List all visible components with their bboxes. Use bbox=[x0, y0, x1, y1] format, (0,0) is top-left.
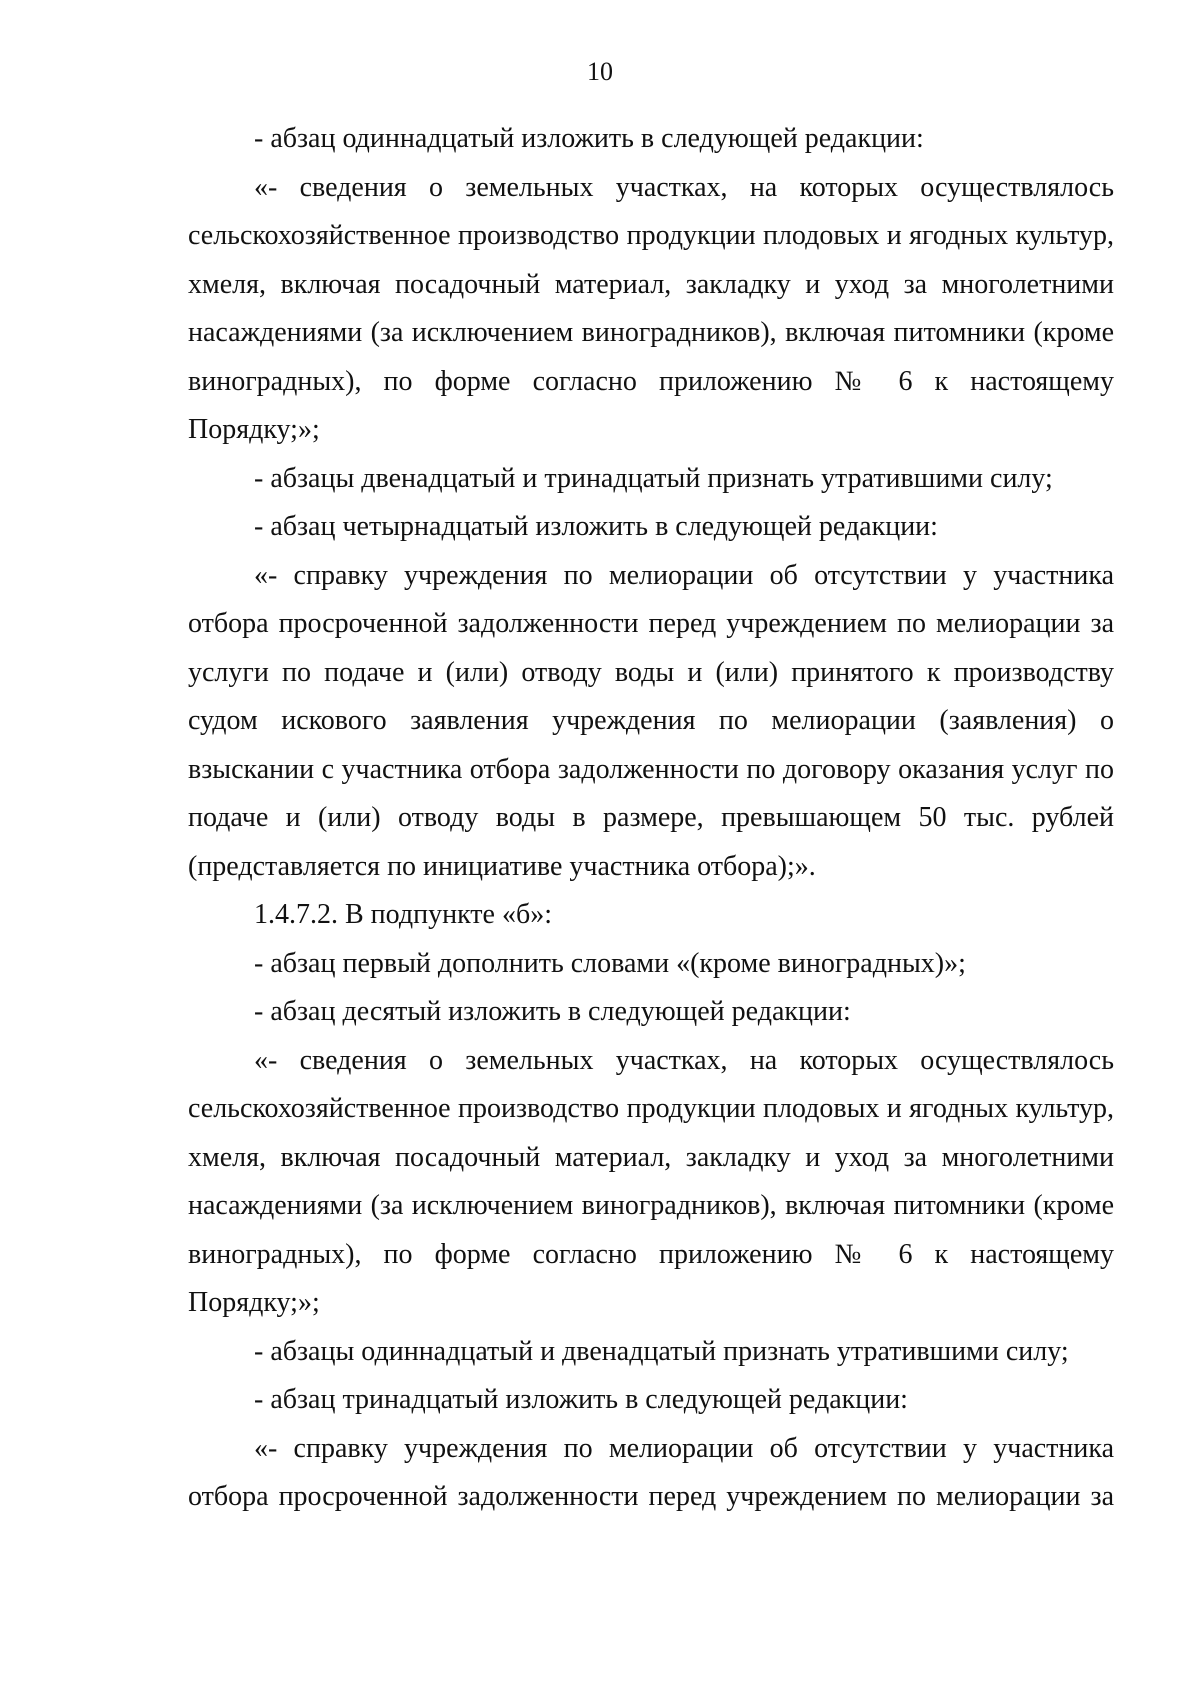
paragraph-1: - абзац одиннадцатый изложить в следующей редакции: bbox=[254, 123, 924, 154]
paragraph-3: - абзацы двенадцатый и тринадцатый признать утратившими силу; bbox=[254, 462, 1053, 494]
page-number: 10 bbox=[587, 57, 613, 86]
paragraph-12: «- справку учреждения по мелиорации об отсутствии у участника отбора просроченной задолженности перед учреждением по мелиорации за bbox=[188, 1432, 1114, 1512]
paragraph-9: «- сведения о земельных участках, на которых осуществлялось сельскохозяйственное производство продукции плодовых и ягодных культур, хмеля, включая посадочный материал, закладку и уход за многолетними насаждениями (за исключением виноградников), включая питомники (кроме виноградных), по форме согласно приложению № 6 к настоящему Порядку;»; bbox=[188, 1044, 1114, 1318]
paragraph-8: - абзац десятый изложить в следующей редакции: bbox=[254, 996, 851, 1027]
paragraph-11: - абзац тринадцатый изложить в следующей редакции: bbox=[254, 1384, 908, 1415]
paragraph-10: - абзацы одиннадцатый и двенадцатый признать утратившими силу; bbox=[254, 1335, 1069, 1367]
paragraph-2: «- сведения о земельных участках, на которых осуществлялось сельскохозяйственное производство продукции плодовых и ягодных культур, хмеля, включая посадочный материал, закладку и уход за многолетними насаждениями (за исключением виноградников), включая питомники (кроме виноградных), по форме согласно приложению № 6 к настоящему Порядку;»; bbox=[188, 171, 1114, 445]
paragraph-5: «- справку учреждения по мелиорации об отсутствии у участника отбора просроченной задолженности перед учреждением по мелиорации за услуги по подаче и (или) отводу воды и (или) принятого к производству судом искового заявления учреждения по мелиорации (заявления) о взыскании с участника отбора задолженности по договору оказания услуг по подаче и (или) отводу воды в размере, превышающем 50 тыс. рублей (представляется по инициативе участника отбора);». bbox=[188, 559, 1114, 882]
document-body bbox=[188, 115, 1114, 1522]
paragraph-7: - абзац первый дополнить словами «(кроме виноградных)»; bbox=[254, 947, 966, 979]
paragraph-4: - абзац четырнадцатый изложить в следующей редакции: bbox=[254, 511, 938, 542]
paragraph-6: 1.4.7.2. В подпункте «б»: bbox=[254, 899, 552, 930]
